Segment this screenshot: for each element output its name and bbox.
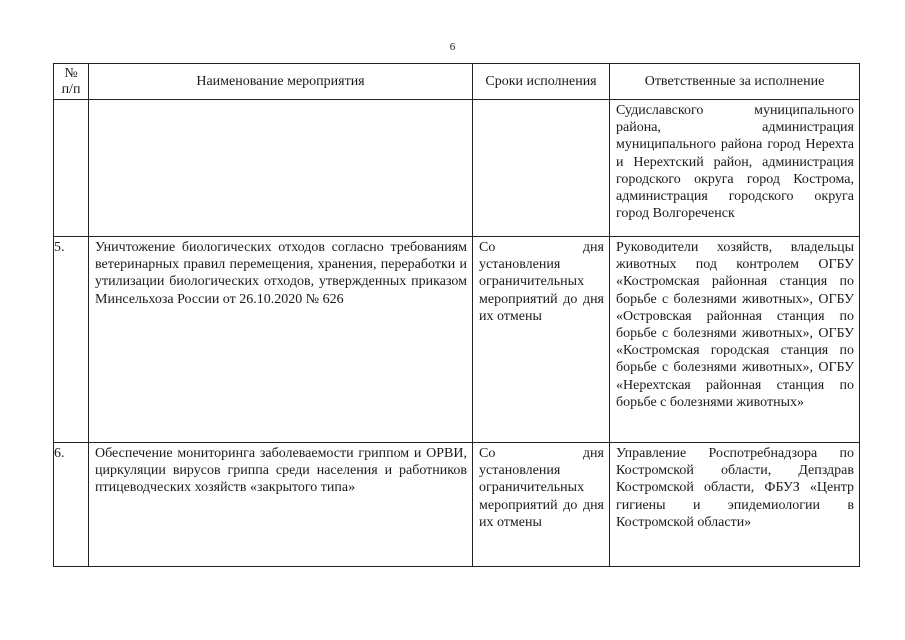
header-number-symbol: №	[64, 65, 78, 81]
row-term-cell: Со дня установления ограничительных мероприятий до дня их отмены	[473, 237, 610, 443]
header-term: Сроки исполнения	[473, 64, 610, 100]
header-number	[54, 64, 89, 100]
header-number-label: п/п	[61, 81, 81, 97]
row-number-cell: 5.	[54, 237, 89, 443]
row-term-cell	[473, 100, 610, 237]
page-number: 6	[449, 41, 456, 53]
row-responsible-cell: Управление Роспотребнадзора по Костромской области, Депздрав Костромской области, ФБУЗ «Центр гигиены и эпидемиологии в Костромской области»	[610, 443, 860, 567]
row-name-cell: Уничтожение биологических отходов согласно требованиям ветеринарных правил перемещения, хранения, переработки и утилизации биологических отходов, утвержденных приказом Минсельхоза России от 26.10.2020 № 626	[89, 237, 473, 443]
header-responsible: Ответственные за исполнение	[610, 64, 860, 100]
row-responsible-cell: Судиславского муниципального района, администрация муниципального района город Нерехта и Нерехтский район, администрация городского округа город Кострома, администрация городского округа город Волгореченск	[610, 100, 860, 237]
table-row	[54, 100, 860, 237]
table-row	[54, 443, 860, 567]
row-responsible-cell: Руководители хозяйств, владельцы животных под контролем ОГБУ «Костромская районная станция по борьбе с болезнями животных», ОГБУ «Островская районная станция по борьбе с болезнями животных», ОГБУ «Костромская городская станция по борьбе с болезнями животных», ОГБУ «Нерехтская районная станция по борьбе с болезнями животных»	[610, 237, 860, 443]
table-header-row	[54, 64, 860, 100]
header-name: Наименование мероприятия	[89, 64, 473, 100]
row-number-cell	[54, 100, 89, 237]
row-name-cell: Обеспечение мониторинга заболеваемости гриппом и ОРВИ, циркуляции вирусов гриппа среди населения и работников птицеводческих хозяйств «закрытого типа»	[89, 443, 473, 567]
table-row	[54, 237, 860, 443]
row-term-cell: Со дня установления ограничительных мероприятий до дня их отмены	[473, 443, 610, 567]
row-name-cell	[89, 100, 473, 237]
row-number-cell: 6.	[54, 443, 89, 567]
measures-table	[53, 63, 860, 567]
